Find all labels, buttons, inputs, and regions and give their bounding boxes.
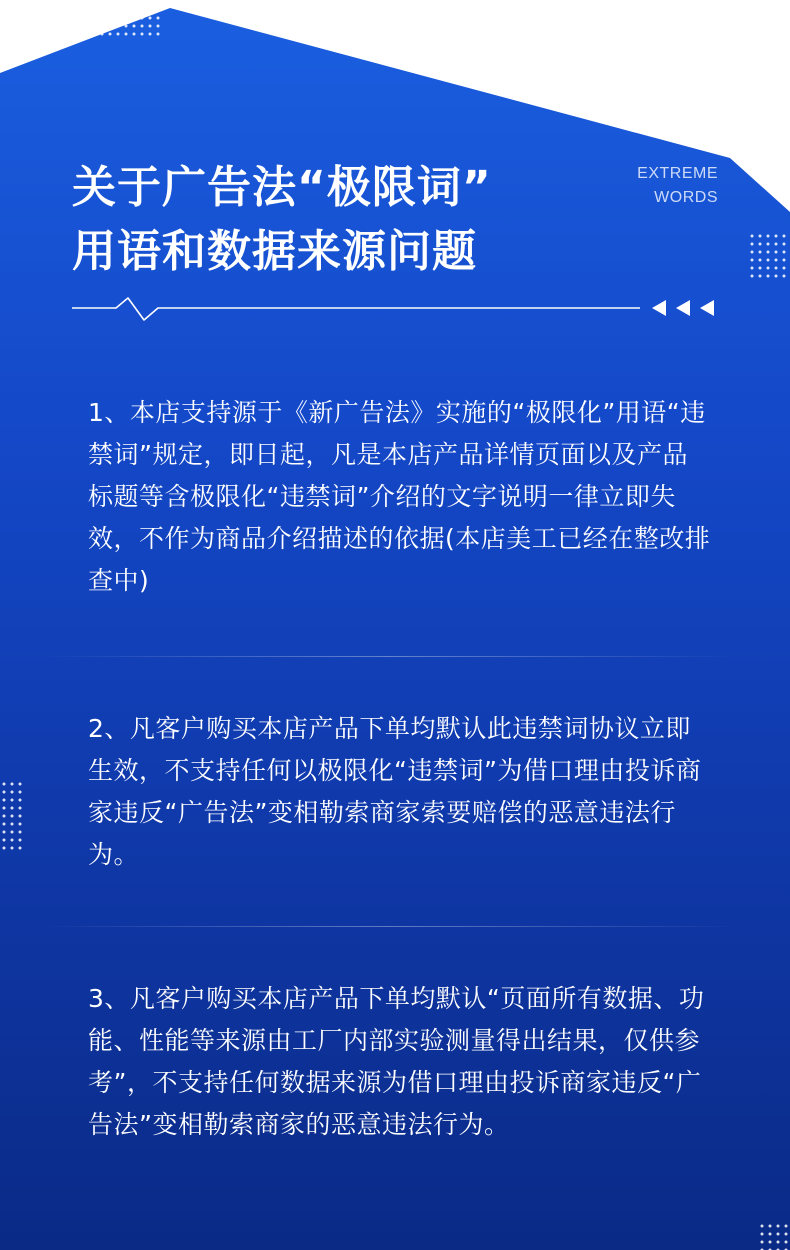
dot-pattern-right xyxy=(748,232,790,280)
notice-section-3: 3、凡客户购买本店产品下单均默认“页面所有数据、功能、性能等来源由工厂内部实验测量得出结果，仅供参考”，不支持任何数据来源为借口理由投诉商家违反“广告法”变相勒索商家的恶意违法行为。 xyxy=(88,984,705,1139)
dot-pattern-left xyxy=(0,780,26,852)
dot-pattern-bottom-right xyxy=(758,1222,790,1250)
english-tag-line-2: WORDS xyxy=(654,189,718,206)
title-divider xyxy=(72,292,720,324)
page-title-line-1: 关于广告法“极限词” xyxy=(72,162,492,213)
arrow-left-icon xyxy=(652,300,666,316)
english-tag xyxy=(637,162,718,210)
notice-section-2: 2、凡客户购买本店产品下单均默认此违禁词协议立即生效，不支持任何以极限化“违禁词”为借口理由投诉商家违反“广告法”变相勒索商家索要赔偿的恶意违法行为。 xyxy=(88,714,702,869)
section-divider xyxy=(40,656,740,657)
english-tag-line-1: EXTREME xyxy=(637,165,718,182)
notice-section-1: 1、本店支持源于《新广告法》实施的“极限化”用语“违禁词”规定，即日起，凡是本店产品详情页面以及产品标题等含极限化“违禁词”介绍的文字说明一律立即失效，不作为商品介绍描述的依据(本店美工已经在整改排查中) xyxy=(88,398,711,595)
dot-pattern-top-left xyxy=(90,14,160,40)
section-divider xyxy=(40,926,740,927)
page-title xyxy=(72,156,492,284)
arrow-left-icon xyxy=(676,300,690,316)
page-title-line-2: 用语和数据来源问题 xyxy=(72,226,477,277)
zigzag-line xyxy=(72,298,640,320)
arrow-left-icon xyxy=(700,300,714,316)
